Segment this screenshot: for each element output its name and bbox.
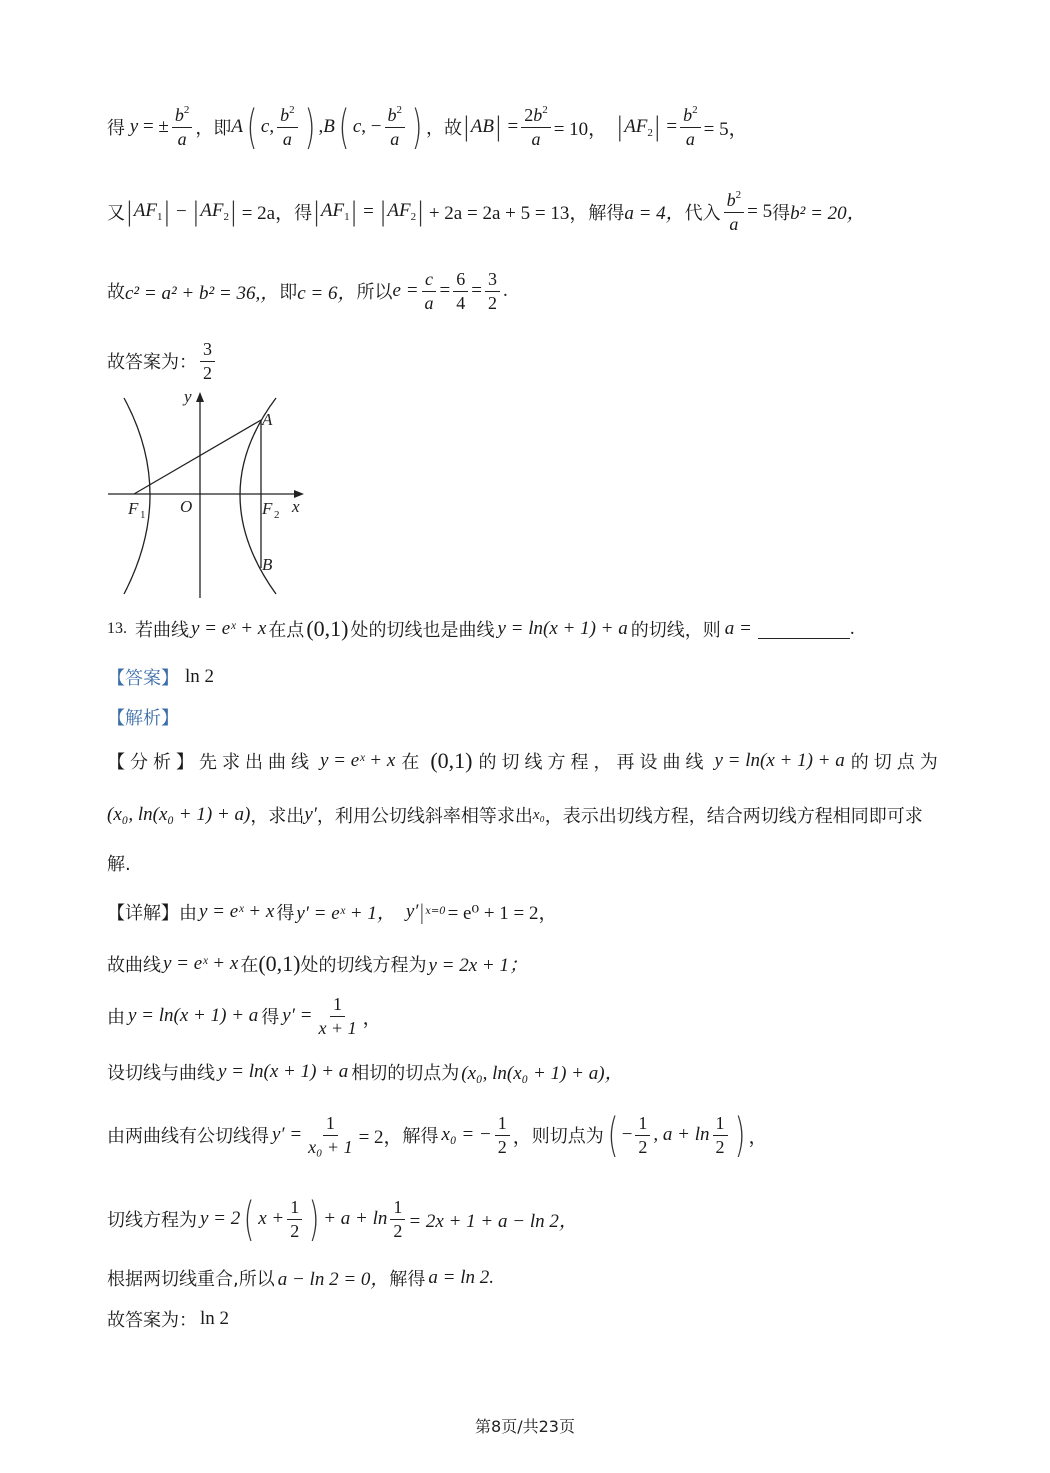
fraction-1-over-2: $\frac{1}{2}$ bbox=[495, 1114, 510, 1157]
math: $AF_2$ bbox=[624, 115, 653, 139]
math: x₀ bbox=[532, 806, 545, 823]
answer-value: ln 2 bbox=[185, 666, 215, 687]
fraction-1-over-2: $\frac{1}{2}$ bbox=[635, 1114, 650, 1157]
paren: ( bbox=[338, 100, 350, 154]
abs-bar: | bbox=[228, 196, 238, 227]
paren: ) bbox=[411, 100, 423, 154]
text: 解得 bbox=[588, 202, 625, 224]
fraction-1-over-2: $\frac{1}{2}$ bbox=[390, 1198, 405, 1241]
detail-line-1 bbox=[107, 898, 558, 925]
fraction-b2-over-a: $\frac{b^2}{a}$ bbox=[724, 190, 745, 234]
answer-blank bbox=[758, 620, 850, 639]
hyperbola-diagram bbox=[104, 386, 314, 601]
paren: ( bbox=[607, 1108, 619, 1162]
math: y = eˣ + x bbox=[199, 900, 275, 922]
abs-bar: | bbox=[607, 112, 625, 142]
answer-row bbox=[107, 664, 214, 690]
math: y = ln(x + 1) + a bbox=[497, 618, 628, 639]
text: 先求出曲线 bbox=[199, 752, 314, 773]
math: − bbox=[621, 1124, 633, 1145]
math: y = ln(x + 1) + a bbox=[714, 750, 845, 771]
solution-line-3 bbox=[107, 270, 508, 313]
text: ，利用公切线斜率相等求出 bbox=[316, 806, 533, 827]
answer-fraction: $\frac{3}{2}$ bbox=[200, 340, 215, 383]
text: 若曲线 bbox=[135, 620, 189, 641]
math: y′ bbox=[405, 900, 419, 922]
text: 则切点为 bbox=[531, 1126, 604, 1147]
solution-line-1 bbox=[107, 100, 748, 154]
text: 得 bbox=[294, 202, 313, 224]
answer-label: 故答案为： bbox=[107, 352, 197, 374]
paren: ( bbox=[246, 100, 258, 154]
math: ,B bbox=[318, 116, 335, 137]
analysis-tag-row bbox=[107, 704, 179, 730]
detail-line-2 bbox=[107, 950, 528, 977]
math: (0,1) bbox=[258, 950, 301, 976]
line-f1-a bbox=[134, 420, 261, 494]
fraction-1-over-x-plus-1: $\frac{1}{x + 1}$ bbox=[318, 994, 357, 1038]
math: y′ = bbox=[272, 1124, 303, 1145]
y-axis-arrow bbox=[196, 392, 204, 402]
text: ，表示出切线方程，结合两切线方程相同即可求 bbox=[544, 806, 923, 827]
analysis-tag: 【解析】 bbox=[107, 708, 179, 729]
detail-line-4 bbox=[107, 1058, 624, 1085]
label-F1: F bbox=[128, 499, 139, 518]
abs-bar: | bbox=[461, 112, 471, 142]
text: 处的切线方程为 bbox=[300, 954, 427, 976]
math: c = 6， bbox=[297, 282, 357, 304]
math: AB bbox=[470, 116, 494, 137]
left-branch bbox=[124, 398, 150, 594]
math: = bbox=[358, 200, 379, 222]
answer-tag: 【答案】 bbox=[107, 668, 179, 689]
analysis-label: 【分析】 bbox=[107, 752, 199, 773]
math: y′ = bbox=[282, 1005, 313, 1027]
text: 由 bbox=[179, 902, 197, 924]
solution-line-2 bbox=[107, 190, 866, 234]
text: ，求出 bbox=[250, 806, 305, 827]
math: x + bbox=[258, 1208, 285, 1229]
label-y: y bbox=[184, 387, 192, 406]
math: c² = a² + b² = 36,， bbox=[125, 282, 280, 304]
text: 得 bbox=[276, 902, 295, 924]
math: y = eˣ + x bbox=[320, 750, 396, 771]
math: y′ = eˣ + 1， bbox=[296, 903, 396, 924]
math: ln 2 bbox=[200, 1308, 230, 1329]
abs-bar: | bbox=[312, 196, 321, 227]
math: = 2x + 1 + a − ln 2， bbox=[408, 1210, 578, 1232]
math: y = eˣ + x bbox=[191, 618, 267, 639]
math: c, − bbox=[352, 116, 382, 137]
text: 代入 bbox=[684, 202, 721, 224]
fraction-3-over-2: $\frac{3}{2}$ bbox=[485, 270, 500, 313]
paren: ) bbox=[734, 1108, 745, 1162]
abs-bar: | bbox=[349, 196, 359, 227]
problem-number: 13. bbox=[107, 620, 127, 637]
text: 解得 bbox=[402, 1126, 439, 1147]
problem-13 bbox=[107, 616, 855, 642]
math: y′ bbox=[304, 804, 317, 825]
text: 得 bbox=[772, 202, 791, 224]
fraction-b2-over-a: $\frac{b^2}{a}$ bbox=[385, 105, 406, 149]
fraction-2b2-over-a: $\frac{2b^2}{a}$ bbox=[521, 105, 551, 149]
abs-bar: | bbox=[378, 196, 388, 227]
text: 由两曲线有公切线得 bbox=[107, 1126, 269, 1147]
math: $AF_2$ bbox=[200, 200, 229, 224]
text: 即 bbox=[279, 282, 298, 304]
math: a = 4， bbox=[624, 203, 685, 225]
abs-bar: | bbox=[493, 112, 503, 142]
fraction-1-over-2: $\frac{1}{2}$ bbox=[713, 1114, 728, 1157]
math: e = bbox=[392, 280, 419, 302]
text: 解得 bbox=[389, 1268, 426, 1290]
text: 故答案为： bbox=[107, 1310, 197, 1331]
label-A: A bbox=[262, 410, 273, 429]
label-x: x bbox=[292, 497, 300, 516]
answer-line bbox=[107, 340, 218, 383]
math: a = ln 2. bbox=[428, 1266, 495, 1288]
math: $AF_1$ bbox=[320, 200, 350, 224]
math-sub: x=0 bbox=[425, 906, 446, 917]
math: y = eˣ + x bbox=[163, 952, 239, 974]
text: ，即 bbox=[195, 118, 232, 139]
math: b² = 20， bbox=[790, 203, 866, 225]
math: . bbox=[849, 618, 855, 639]
text: 在 bbox=[240, 954, 259, 976]
detail-line-6 bbox=[107, 1192, 578, 1246]
abs-bar: | bbox=[125, 196, 134, 227]
math: (x₀, ln(x₀ + 1) + a) bbox=[107, 804, 251, 825]
math: = 10， bbox=[553, 118, 608, 140]
detail-line-3 bbox=[107, 995, 382, 1038]
math: ， bbox=[748, 1126, 768, 1148]
detail-line-5 bbox=[107, 1108, 768, 1162]
math: y = 2x + 1； bbox=[428, 955, 528, 976]
math: $AF_2$ bbox=[387, 200, 417, 224]
math: (0,1) bbox=[306, 616, 349, 641]
math: − bbox=[171, 200, 192, 222]
text: 设切线与曲线 bbox=[107, 1062, 215, 1084]
math: y = ln(x + 1) + a bbox=[128, 1005, 259, 1027]
abs-bar: | bbox=[191, 196, 201, 227]
math: ， bbox=[512, 1126, 532, 1148]
fraction-b2-over-a: $\frac{b^2}{a}$ bbox=[172, 105, 193, 149]
eval-bar: | bbox=[418, 899, 426, 924]
text: 故曲线 bbox=[107, 954, 161, 976]
math: (0,1) bbox=[430, 748, 473, 773]
fraction-b2-over-a: $\frac{b^2}{a}$ bbox=[277, 105, 298, 149]
math: = bbox=[661, 116, 678, 137]
fraction-c-over-a: $\frac{c}{a}$ bbox=[422, 270, 437, 313]
math: A bbox=[231, 116, 243, 137]
text: 又 bbox=[107, 202, 125, 224]
page-footer: 第8页/共23页 bbox=[475, 1417, 575, 1436]
math: , a + ln bbox=[653, 1124, 710, 1145]
math: ， bbox=[362, 1007, 382, 1029]
math: y = 2 bbox=[200, 1208, 241, 1229]
math: (x₀, ln(x₀ + 1) + a)， bbox=[461, 1063, 624, 1084]
text: 解. bbox=[107, 854, 131, 875]
abs-bar: | bbox=[652, 112, 662, 142]
text: 的切线方程，再设曲线 bbox=[478, 752, 709, 773]
text: 切线方程为 bbox=[107, 1210, 197, 1231]
text: 相切的切点为 bbox=[351, 1062, 460, 1084]
text: 的切线，则 bbox=[630, 620, 721, 641]
paren: ( bbox=[243, 1192, 255, 1246]
fraction-1-over-2: $\frac{1}{2}$ bbox=[287, 1198, 302, 1241]
math: x₀ = − bbox=[441, 1124, 492, 1145]
text: ，故 bbox=[425, 118, 462, 139]
analysis-line-2 bbox=[107, 802, 923, 828]
text: 处的切线也是曲线 bbox=[350, 620, 495, 641]
math: y = ln(x + 1) + a bbox=[218, 1060, 349, 1082]
text: 的切点为 bbox=[850, 752, 943, 773]
label-F2-sub: 2 bbox=[274, 509, 280, 521]
analysis-line-3 bbox=[107, 850, 131, 876]
math: $AF_1$ bbox=[133, 200, 163, 224]
math: + 2a = 2a + 5 = 13， bbox=[428, 203, 589, 225]
math: = 5 bbox=[747, 200, 773, 222]
math: = 2， bbox=[358, 1126, 403, 1148]
math: = bbox=[439, 280, 451, 302]
text: 得 bbox=[261, 1007, 280, 1029]
label-F1-sub: 1 bbox=[140, 509, 146, 521]
math: = 2a， bbox=[241, 203, 295, 225]
fraction-1-over-x0-plus-1: $\frac{1}{\text{x₀ + 1}}$ bbox=[308, 1112, 353, 1157]
text: 得 bbox=[107, 118, 125, 139]
text: 在 bbox=[401, 752, 425, 773]
label-F2: F bbox=[262, 499, 273, 518]
math: = e⁰ + 1 = 2， bbox=[447, 903, 558, 924]
paren: ) bbox=[308, 1192, 320, 1246]
math: . bbox=[502, 280, 508, 302]
text: 在点 bbox=[268, 620, 305, 641]
detail-line-8 bbox=[107, 1306, 229, 1332]
analysis-line-1 bbox=[107, 748, 943, 774]
detail-line-7 bbox=[107, 1264, 494, 1291]
math: a = bbox=[724, 618, 752, 639]
abs-bar: | bbox=[162, 196, 172, 227]
math: = 5， bbox=[703, 118, 748, 140]
detail-tag: 【详解】 bbox=[107, 902, 179, 924]
math: = bbox=[471, 280, 482, 302]
math: c, bbox=[260, 116, 275, 137]
math: = bbox=[502, 116, 519, 137]
label-B: B bbox=[262, 555, 273, 574]
paren: ) bbox=[304, 100, 315, 154]
text: 所以 bbox=[356, 282, 393, 304]
math: a − ln 2 = 0， bbox=[277, 1269, 390, 1290]
text: 故 bbox=[107, 282, 125, 304]
fraction-b2-over-a: $\frac{b^2}{a}$ bbox=[680, 105, 701, 149]
label-O: O bbox=[180, 497, 193, 516]
text: 由 bbox=[107, 1007, 125, 1029]
math: y = ± bbox=[129, 116, 169, 137]
fraction-6-over-4: $\frac{6}{4}$ bbox=[453, 270, 468, 313]
math: + a + ln bbox=[323, 1208, 388, 1229]
abs-bar: | bbox=[416, 196, 425, 227]
text: 根据两切线重合,所以 bbox=[107, 1268, 275, 1290]
